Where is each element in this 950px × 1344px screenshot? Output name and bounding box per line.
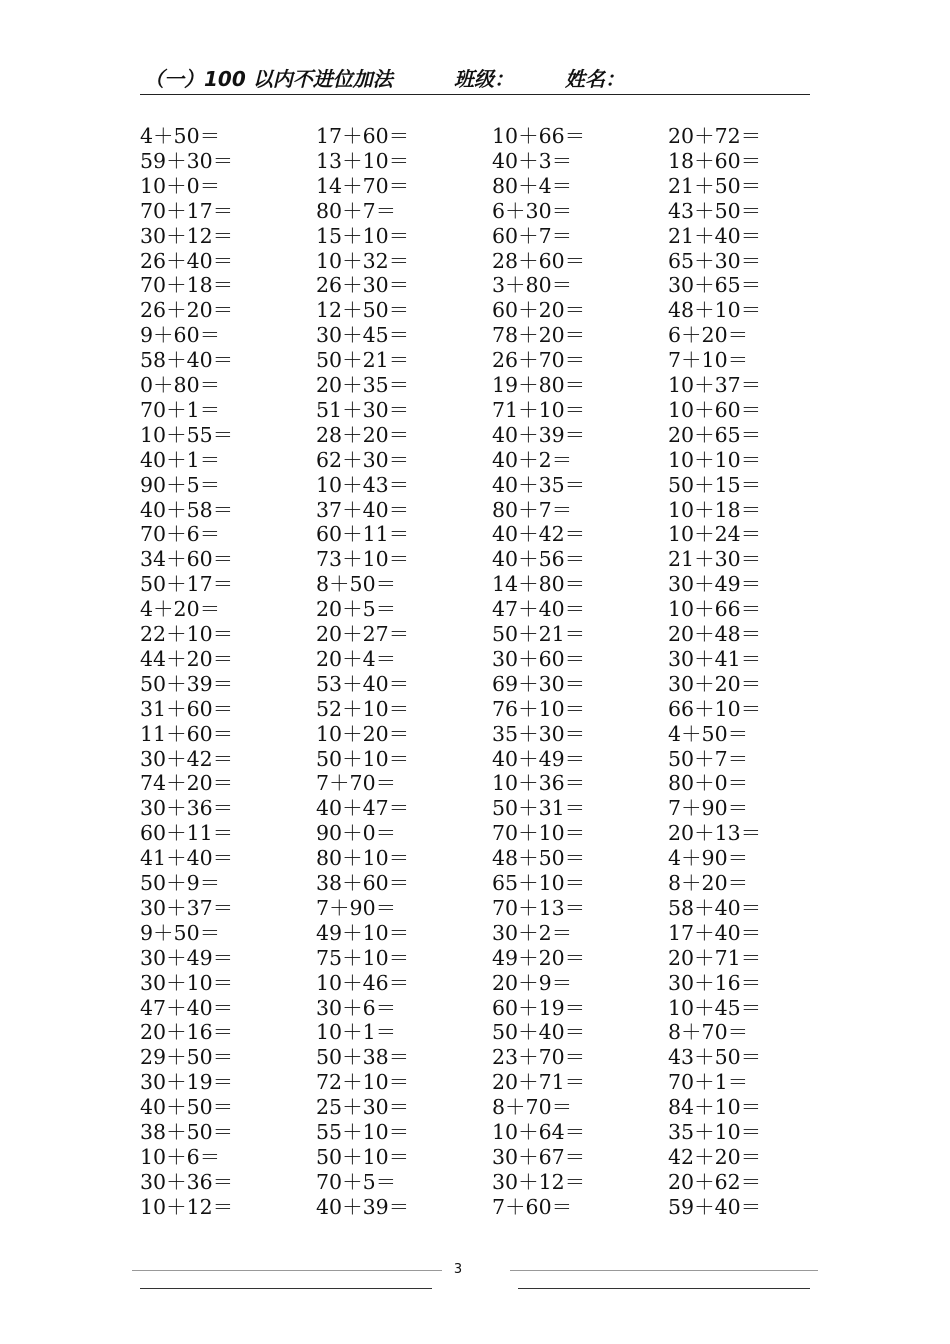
addition-problem: 65＋10＝ [492,871,586,895]
addition-problem: 42＋20＝ [668,1144,762,1169]
addition-problem: 40＋49＝ [492,746,586,771]
addition-problem: 40＋2＝ [492,447,573,472]
addition-problem: 35＋30＝ [492,721,586,746]
addition-problem: 50＋21＝ [316,348,410,373]
addition-problem: 20＋4＝ [316,646,397,671]
addition-problem: 80＋7＝ [316,198,397,223]
addition-problem: 4＋20＝ [140,597,221,622]
addition-problem: 70＋1＝ [668,1070,749,1095]
addition-problem: 26＋30＝ [316,273,410,298]
addition-problem: 8＋70＝ [492,1095,573,1120]
addition-problem: 40＋39＝ [316,1194,410,1219]
addition-problem: 59＋40＝ [668,1194,762,1219]
addition-problem: 17＋40＝ [668,920,762,945]
addition-problem: 10＋43＝ [316,472,410,497]
addition-problem: 69＋30＝ [492,671,586,696]
addition-problem: 78＋20＝ [492,323,586,348]
addition-problem: 8＋20＝ [668,871,749,895]
addition-problem: 8＋50＝ [316,572,397,597]
addition-problem: 7＋90＝ [668,796,749,821]
addition-problem: 50＋9＝ [140,871,221,895]
addition-problem: 50＋7＝ [668,746,749,771]
addition-problem: 10＋6＝ [140,1144,221,1169]
addition-problem: 10＋37＝ [668,373,762,397]
addition-problem: 90＋0＝ [316,821,397,846]
addition-problem: 26＋70＝ [492,348,586,373]
addition-problem: 74＋20＝ [140,771,234,796]
addition-problem: 10＋32＝ [316,248,410,273]
addition-problem: 55＋10＝ [316,1120,410,1144]
addition-problem: 38＋50＝ [140,1120,234,1144]
footer-rule-left-top [132,1270,442,1271]
addition-problem: 49＋20＝ [492,945,586,970]
addition-problem: 40＋1＝ [140,447,221,472]
addition-problem: 29＋50＝ [140,1045,234,1070]
addition-problem: 7＋90＝ [316,895,397,920]
page-number: 3 [453,1262,463,1277]
class-label: 班级： [454,67,514,91]
addition-problem: 4＋50＝ [140,124,221,148]
addition-problem: 80＋4＝ [492,173,573,198]
addition-problem: 80＋7＝ [492,497,573,522]
addition-problem: 7＋60＝ [492,1194,573,1219]
addition-problem: 13＋10＝ [316,148,410,173]
addition-problem: 47＋40＝ [140,995,234,1020]
addition-problem: 48＋10＝ [668,298,762,323]
addition-problem: 12＋50＝ [316,298,410,323]
addition-problem: 30＋12＝ [140,223,234,248]
addition-problem: 7＋10＝ [668,348,749,373]
addition-problem: 53＋40＝ [316,671,410,696]
addition-problem: 66＋10＝ [668,696,762,721]
addition-problem: 37＋40＝ [316,497,410,522]
addition-problem: 30＋36＝ [140,796,234,821]
addition-problem: 10＋36＝ [492,771,586,796]
addition-problem: 58＋40＝ [140,348,234,373]
addition-problem: 10＋1＝ [316,1020,397,1045]
addition-problem: 50＋17＝ [140,572,234,597]
addition-problem: 70＋1＝ [140,397,221,422]
addition-problem: 50＋31＝ [492,796,586,821]
addition-problem: 50＋15＝ [668,472,762,497]
addition-problem: 30＋10＝ [140,970,234,995]
addition-problem: 48＋50＝ [492,846,586,871]
addition-problem: 75＋10＝ [316,945,410,970]
addition-problem: 35＋10＝ [668,1120,762,1144]
addition-problem: 50＋38＝ [316,1045,410,1070]
addition-problem: 73＋10＝ [316,547,410,572]
addition-problem: 10＋18＝ [668,497,762,522]
addition-problem: 60＋20＝ [492,298,586,323]
addition-problem: 30＋2＝ [492,920,573,945]
addition-problem: 30＋6＝ [316,995,397,1020]
addition-problem: 80＋0＝ [668,771,749,796]
addition-problem: 72＋10＝ [316,1070,410,1095]
addition-problem: 60＋7＝ [492,223,573,248]
page-footer [0,1252,950,1302]
addition-problem: 26＋20＝ [140,298,234,323]
addition-problem: 11＋60＝ [140,721,234,746]
addition-problem: 20＋16＝ [140,1020,234,1045]
addition-problem: 58＋40＝ [668,895,762,920]
addition-problem: 30＋37＝ [140,895,234,920]
addition-problem: 60＋11＝ [140,821,234,846]
addition-problem: 4＋90＝ [668,846,749,871]
addition-problem: 10＋24＝ [668,522,762,547]
addition-problem: 20＋65＝ [668,422,762,447]
addition-problem: 10＋10＝ [668,447,762,472]
addition-problem: 40＋58＝ [140,497,234,522]
addition-problem: 70＋18＝ [140,273,234,298]
addition-problem: 25＋30＝ [316,1095,410,1120]
addition-problem: 30＋12＝ [492,1169,586,1194]
addition-problem: 70＋10＝ [492,821,586,846]
addition-problem: 50＋40＝ [492,1020,586,1045]
footer-rule-right-bottom [518,1288,810,1289]
addition-problem: 17＋60＝ [316,124,410,148]
addition-problem: 19＋80＝ [492,373,586,397]
addition-problem: 10＋20＝ [316,721,410,746]
addition-problem: 30＋49＝ [668,572,762,597]
addition-problem: 30＋67＝ [492,1144,586,1169]
addition-problem: 20＋35＝ [316,373,410,397]
addition-problem: 28＋60＝ [492,248,586,273]
addition-problem: 30＋65＝ [668,273,762,298]
addition-problem: 26＋40＝ [140,248,234,273]
addition-problem: 70＋5＝ [316,1169,397,1194]
addition-problem: 90＋5＝ [140,472,221,497]
addition-problem: 65＋30＝ [668,248,762,273]
addition-problem: 30＋41＝ [668,646,762,671]
addition-problem: 70＋17＝ [140,198,234,223]
addition-problem: 23＋70＝ [492,1045,586,1070]
addition-problem: 20＋5＝ [316,597,397,622]
addition-problem: 30＋42＝ [140,746,234,771]
addition-problem: 50＋21＝ [492,622,586,646]
addition-problem: 70＋6＝ [140,522,221,547]
addition-problem: 49＋10＝ [316,920,410,945]
addition-problem: 51＋30＝ [316,397,410,422]
addition-problem: 28＋20＝ [316,422,410,447]
addition-problem: 40＋35＝ [492,472,586,497]
addition-problem: 60＋11＝ [316,522,410,547]
footer-rule-right-top [510,1270,818,1271]
addition-problem: 30＋45＝ [316,323,410,348]
addition-problem: 70＋13＝ [492,895,586,920]
worksheet-title: （一）100 以内不进位加法 [144,67,393,91]
addition-problem: 10＋0＝ [140,173,221,198]
addition-problem: 47＋40＝ [492,597,586,622]
addition-problem: 14＋70＝ [316,173,410,198]
addition-problem: 7＋70＝ [316,771,397,796]
addition-problem: 84＋10＝ [668,1095,762,1120]
addition-problem: 50＋10＝ [316,1144,410,1169]
addition-problem: 40＋42＝ [492,522,586,547]
addition-problem: 43＋50＝ [668,1045,762,1070]
addition-problem: 20＋13＝ [668,821,762,846]
addition-problem: 6＋20＝ [668,323,749,348]
addition-problem: 15＋10＝ [316,223,410,248]
addition-problem: 41＋40＝ [140,846,234,871]
addition-problem: 10＋66＝ [492,124,586,148]
addition-problem: 71＋10＝ [492,397,586,422]
addition-problem: 10＋55＝ [140,422,234,447]
addition-problem: 20＋48＝ [668,622,762,646]
addition-problem: 44＋20＝ [140,646,234,671]
addition-problem: 20＋71＝ [492,1070,586,1095]
addition-problem: 76＋10＝ [492,696,586,721]
addition-problem: 3＋80＝ [492,273,573,298]
addition-problem: 10＋66＝ [668,597,762,622]
addition-problem: 9＋60＝ [140,323,221,348]
addition-problem: 20＋27＝ [316,622,410,646]
addition-problem: 30＋19＝ [140,1070,234,1095]
addition-problem: 40＋39＝ [492,422,586,447]
addition-problem: 60＋19＝ [492,995,586,1020]
addition-problem: 10＋46＝ [316,970,410,995]
addition-problem: 30＋16＝ [668,970,762,995]
addition-problem: 10＋45＝ [668,995,762,1020]
addition-problem: 31＋60＝ [140,696,234,721]
addition-problem: 4＋50＝ [668,721,749,746]
addition-problem: 0＋80＝ [140,373,221,397]
addition-problem: 59＋30＝ [140,148,234,173]
addition-problem: 34＋60＝ [140,547,234,572]
addition-problem: 50＋10＝ [316,746,410,771]
addition-problem: 80＋10＝ [316,846,410,871]
footer-rule-left-bottom [140,1288,432,1289]
addition-problem: 40＋47＝ [316,796,410,821]
worksheet-header [140,66,810,95]
addition-problem: 20＋72＝ [668,124,762,148]
addition-problem: 8＋70＝ [668,1020,749,1045]
addition-problem: 40＋56＝ [492,547,586,572]
addition-problem: 38＋60＝ [316,871,410,895]
addition-problem: 20＋9＝ [492,970,573,995]
addition-problem: 6＋30＝ [492,198,573,223]
addition-problem: 40＋50＝ [140,1095,234,1120]
addition-problem: 21＋50＝ [668,173,762,198]
addition-problem: 10＋60＝ [668,397,762,422]
addition-problem: 40＋3＝ [492,148,573,173]
addition-problem: 50＋39＝ [140,671,234,696]
addition-problem: 30＋60＝ [492,646,586,671]
addition-problem: 20＋62＝ [668,1169,762,1194]
name-label: 姓名： [565,67,625,91]
addition-problem: 30＋20＝ [668,671,762,696]
addition-problem: 14＋80＝ [492,572,586,597]
addition-problem: 10＋12＝ [140,1194,234,1219]
addition-problem: 30＋36＝ [140,1169,234,1194]
addition-problem: 22＋10＝ [140,622,234,646]
addition-problem: 43＋50＝ [668,198,762,223]
addition-problem: 18＋60＝ [668,148,762,173]
addition-problem: 30＋49＝ [140,945,234,970]
addition-problem: 21＋40＝ [668,223,762,248]
addition-problem: 21＋30＝ [668,547,762,572]
addition-problem: 20＋71＝ [668,945,762,970]
addition-problem: 62＋30＝ [316,447,410,472]
addition-problem: 10＋64＝ [492,1120,586,1144]
addition-problem: 52＋10＝ [316,696,410,721]
addition-problem: 9＋50＝ [140,920,221,945]
